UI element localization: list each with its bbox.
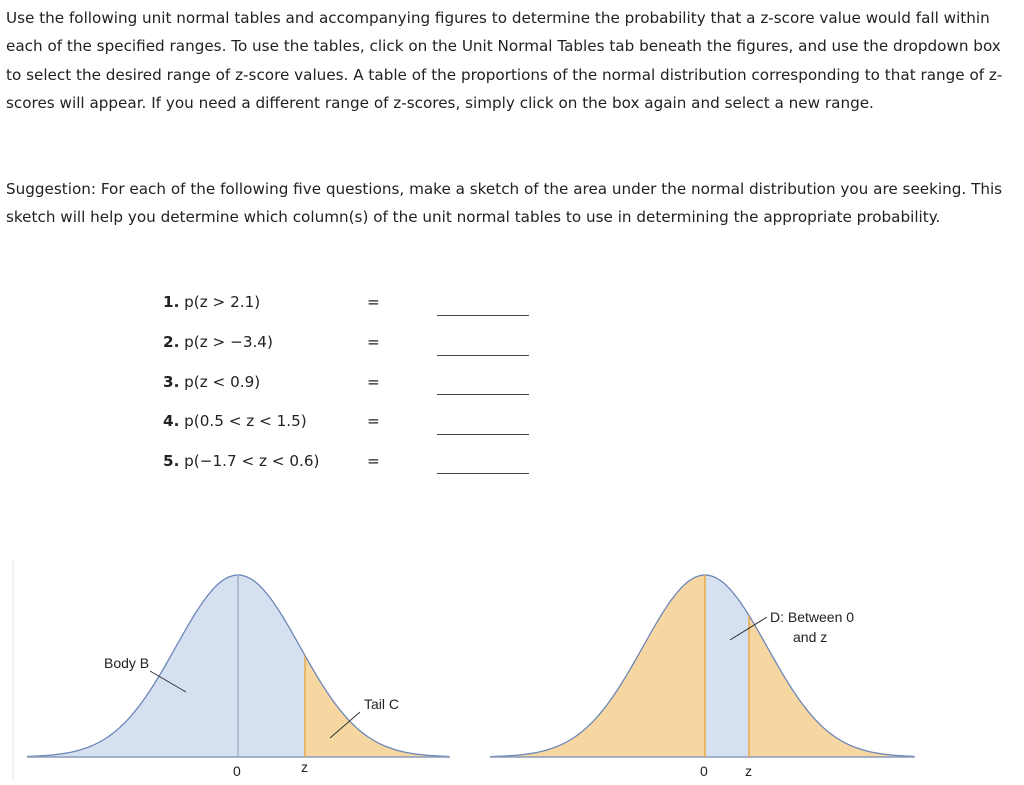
right-tail-region — [749, 616, 914, 758]
question-number: 5. — [163, 452, 180, 470]
z-tick-label: z — [301, 759, 308, 775]
question-expression: p(z > 2.1) — [184, 293, 261, 311]
equals-sign: = — [367, 452, 380, 470]
question-number: 3. — [163, 373, 180, 391]
equals-sign: = — [367, 333, 380, 351]
equals-sign: = — [367, 412, 380, 430]
left-tail-region — [490, 575, 705, 757]
zero-tick-label: 0 — [700, 763, 708, 779]
equals-sign: = — [367, 373, 380, 391]
question-number: 1. — [163, 293, 180, 311]
body-label: Body B — [104, 655, 150, 671]
instructions-paragraph-2: Suggestion: For each of the following five questions, make a sketch of the area under the normal distribution you are seeking. This sketch will help you determine which column(s) of the unit normal tables to use in determining the appropriate probability. — [6, 180, 1003, 227]
z-tick-label: z — [745, 763, 752, 779]
tail-label: Tail C — [364, 696, 400, 712]
left-normal-figure — [27, 575, 450, 779]
question-expression: p(0.5 < z < 1.5) — [184, 412, 307, 430]
question-number: 4. — [163, 412, 180, 430]
between-label-line1: D: Between 0 — [770, 609, 855, 625]
question-expression: p(−1.7 < z < 0.6) — [184, 452, 320, 470]
instructions-paragraph-1: Use the following unit normal tables and accompanying figures to determine the probability that a z-score value would fall within each of the specified ranges. To use the tables, click on the Unit Normal Tables tab beneath the figures, and use the dropdown box to select the desired range of z-score values. A table of the proportions of the normal distribution corresponding to that range of z-scores will appear. If you need a different range of z-scores, simply click on the box again and select a new range. — [6, 9, 1003, 113]
question-expression: p(z > −3.4) — [184, 333, 273, 351]
right-normal-figure — [490, 575, 915, 779]
question-number: 2. — [163, 333, 180, 351]
between-label-line2: and z — [793, 629, 828, 645]
between-region — [705, 575, 749, 757]
equals-sign: = — [367, 293, 380, 311]
question-expression: p(z < 0.9) — [184, 373, 261, 391]
body-region — [27, 575, 305, 757]
zero-tick-label: 0 — [233, 763, 241, 779]
